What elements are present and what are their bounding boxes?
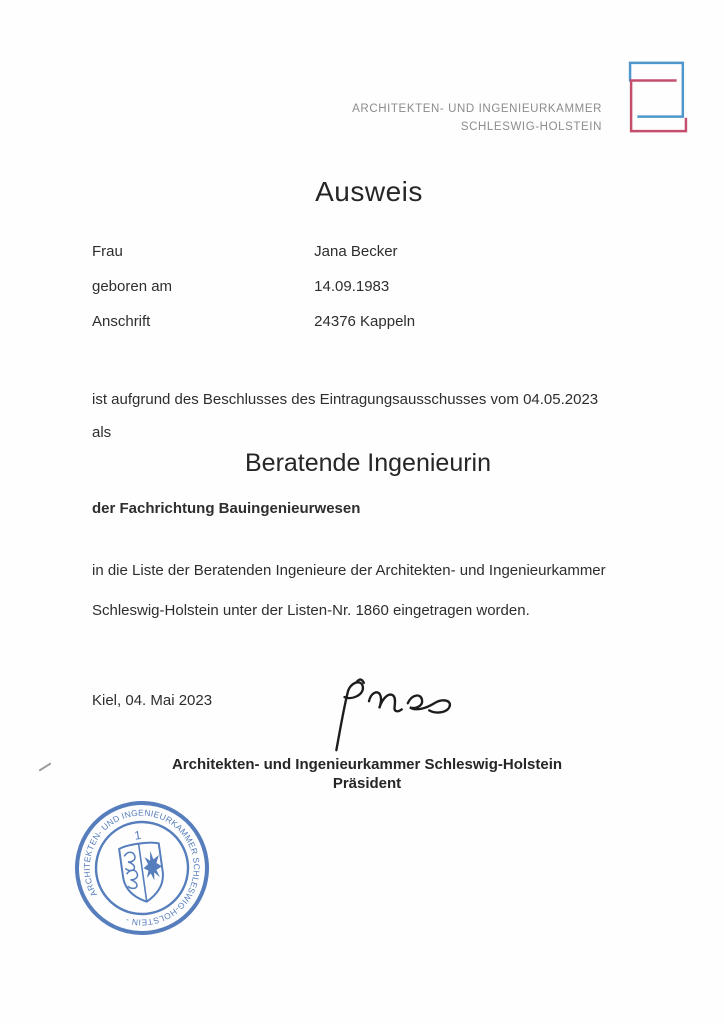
document-title: Ausweis	[315, 176, 423, 207]
place-and-date: Kiel, 04. Mai 2023	[92, 692, 213, 709]
round-seal-stamp	[68, 794, 216, 942]
issuer-block	[0, 755, 724, 793]
specialization-line: der Fachrichtung Bauingenieurwesen	[92, 500, 361, 517]
field-value-name: Jana Becker	[314, 243, 398, 260]
president-signature	[320, 676, 468, 754]
decision-line: ist aufgrund des Beschlusses des Eintragungsausschusses vom 04.05.2023	[92, 391, 599, 408]
field-label: Anschrift	[92, 313, 151, 330]
chamber-logo-icon	[628, 60, 688, 134]
stamp-number: 1	[133, 827, 143, 843]
registration-line2: Schleswig-Holstein unter der Listen-Nr. 1860 eingetragen worden.	[92, 602, 530, 619]
decision-line-als: als	[92, 424, 112, 441]
field-value-address: 24376 Kappeln	[314, 313, 416, 330]
registration-paragraph	[92, 551, 674, 631]
holder-fields	[92, 243, 415, 348]
field-label: geboren am	[92, 278, 173, 295]
registration-line1: in die Liste der Beratenden Ingenieure der Architekten- und Ingenieurkammer	[92, 562, 606, 579]
professional-designation: Beratende Ingenieurin	[244, 449, 492, 477]
letterhead-org-name	[352, 100, 602, 136]
letterhead-org-line1: ARCHITEKTEN- UND INGENIEURKAMMER	[352, 103, 602, 115]
field-value-birthdate: 14.09.1983	[314, 278, 390, 295]
stamp-ring-text: ARCHITEKTEN- UND INGENIEURKAMMER SCHLESWIG-HOLSTEIN -	[81, 807, 202, 928]
decision-paragraph	[92, 383, 664, 449]
issuer-name: Architekten- und Ingenieurkammer Schleswig-Holstein	[171, 756, 563, 773]
coat-of-arms-shield	[119, 841, 167, 905]
field-row-birthdate	[92, 278, 415, 313]
issuer-role: Präsident	[332, 775, 402, 792]
letterhead-org-line2: SCHLESWIG-HOLSTEIN	[460, 121, 602, 133]
field-row-salutation	[92, 243, 415, 278]
field-label: Frau	[92, 243, 123, 260]
field-row-address	[92, 313, 415, 348]
